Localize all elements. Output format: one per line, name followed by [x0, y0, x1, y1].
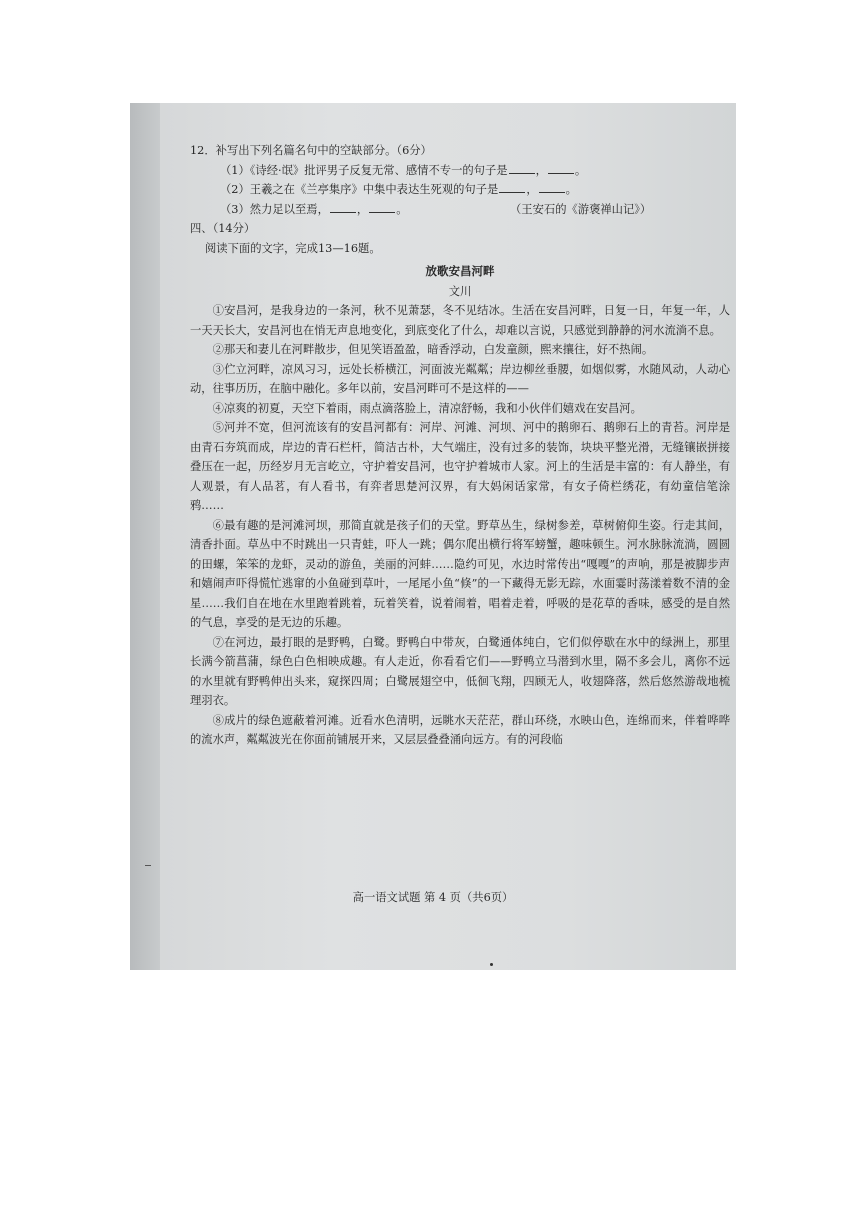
period: 。 — [565, 183, 577, 196]
article-paragraph-2: ②那天和妻儿在河畔散步，但见笑语盈盈，暗香浮动，白发童颜，熙来攘往，好不热闹。 — [212, 343, 654, 356]
article-title: 放歌安昌河畔 — [425, 264, 495, 278]
item-1-text: （1）《诗经·氓》批评男子反复无常、感情不专一的句子是 — [220, 163, 508, 177]
answer-blank[interactable] — [548, 162, 574, 174]
answer-blank[interactable] — [369, 201, 395, 213]
item-3-source: （王安石的《游褒禅山记》） — [510, 202, 652, 216]
answer-blank[interactable] — [499, 181, 525, 193]
answer-blank[interactable] — [539, 181, 565, 193]
article-paragraph-4: ④凉爽的初夏，天空下着雨，雨点滴落脸上，清凉舒畅，我和小伙伴们嬉戏在安昌河。 — [212, 401, 642, 415]
article-paragraph-1: ①安昌河，是我身边的一条河，秋不见萧瑟，冬不见结冰。生活在安昌河畔，日复一日，年复一年，人一天天长大，安昌河也在悄无声息地变化，到底变化了什么，却难以言说，只感觉到静静的河水流淌不息。 — [190, 304, 730, 337]
article-paragraph-3: ③伫立河畔，凉风习习，远处长桥横江，河面波光粼粼；岸边柳丝垂腰，如烟似雾，水随风动，人动心动，往事历历，在脑中融化。多年以前，安昌河畔可不是这样的—— — [190, 362, 730, 395]
page-content — [190, 141, 730, 750]
question-12-item-3 — [190, 200, 730, 220]
answer-blank[interactable] — [509, 162, 535, 174]
article-paragraph-6: ⑥最有趣的是河滩河坝，那简直就是孩子们的天堂。野草丛生，绿树参差，草树俯仰生姿。行走其间，清香扑面。草丛中不时跳出一只青蛙，吓人一跳；偶尔爬出横行将军螃蟹，趣味顿生。河水脉脉流淌，圆圆的田螺，笨笨的龙虾，灵动的游鱼，美丽的河蚌……隐约可见，水边时常传出“嘎嘎”的声响，那是被脚步声和嬉闹声吓得慌忙逃窜的小鱼碰到草叶，一尾尾小鱼“倏”的一下藏得无影无踪，水面霎时荡漾着数不清的金星……我们自在地在水里跑着跳着，玩着笑着，说着闹着，唱着走着，呼吸的是花草的香味，感受的是自然的气息，享受的是无边的乐趣。 — [190, 518, 730, 629]
separator: ， — [535, 163, 547, 177]
article-author: 文川 — [448, 284, 472, 298]
section-4-heading: 四、（14分） — [190, 222, 256, 235]
reading-instruction: 阅读下面的文字，完成13—16题。 — [205, 241, 381, 255]
period: 。 — [396, 202, 408, 216]
question-12-item-1 — [190, 161, 730, 181]
separator: ， — [526, 183, 538, 196]
answer-blank[interactable] — [330, 201, 356, 213]
item-2-text: （2）王羲之在《兰亭集序》中集中表达生死观的句子是 — [220, 183, 499, 196]
item-3-text: （3）然力足以至焉， — [220, 202, 329, 216]
question-12-stem: 12．补写出下列名篇名句中的空缺部分。（6分） — [190, 144, 432, 157]
separator: ， — [356, 202, 369, 216]
article-paragraph-8: ⑧成片的绿色遮蔽着河滩。近看水色清明，远眺水天茫茫，群山环绕，水映山色，连绵而来，伴着哗哗的流水声，粼粼波光在你面前铺展开来，又层层叠叠涌向远方。有的河段临 — [190, 713, 730, 746]
question-12-item-2 — [190, 180, 730, 200]
period: 。 — [574, 163, 587, 177]
article-paragraph-5: ⑤河并不宽，但河流该有的安昌河都有：河岸、河滩、河坝、河中的鹅卵石、鹅卵石上的青苔。河岸是由青石夯筑而成，岸边的青石栏杆，简洁古朴，大气端庄，没有过多的装饰，块块平整光滑，无缝镶嵌拼接叠压在一起，历经岁月无言屹立，守护着安昌河，也守护着城市人家。河上的生活是丰富的：有人静坐，有人观景，有人品茗，有人看书，有弈者思楚河汉界，有大妈闲话家常，有女子倚栏绣花，有幼童信笔涂鸦…… — [190, 421, 730, 512]
margin-mark — [145, 865, 151, 866]
binding-dot — [490, 963, 493, 966]
page-footer: 高一语文试题 第 4 页（共6页） — [352, 891, 514, 904]
scanned-photo — [130, 103, 736, 970]
article-paragraph-7: ⑦在河边，最打眼的是野鸭，白鹭。野鸭白中带灰，白鹭通体纯白，它们似停歇在水中的绿洲上，那里长满今箭菖蒲，绿色白色相映成趣。有人走近，你看看它们——野鸭立马潜到水里，隔不多会儿，离你不远的水里就有野鸭伸出头来，窥探四周；白鹭展翅空中，低徊飞翔，四顾无人，收翅降落，然后悠然游哉地梳理羽衣。 — [190, 635, 730, 707]
